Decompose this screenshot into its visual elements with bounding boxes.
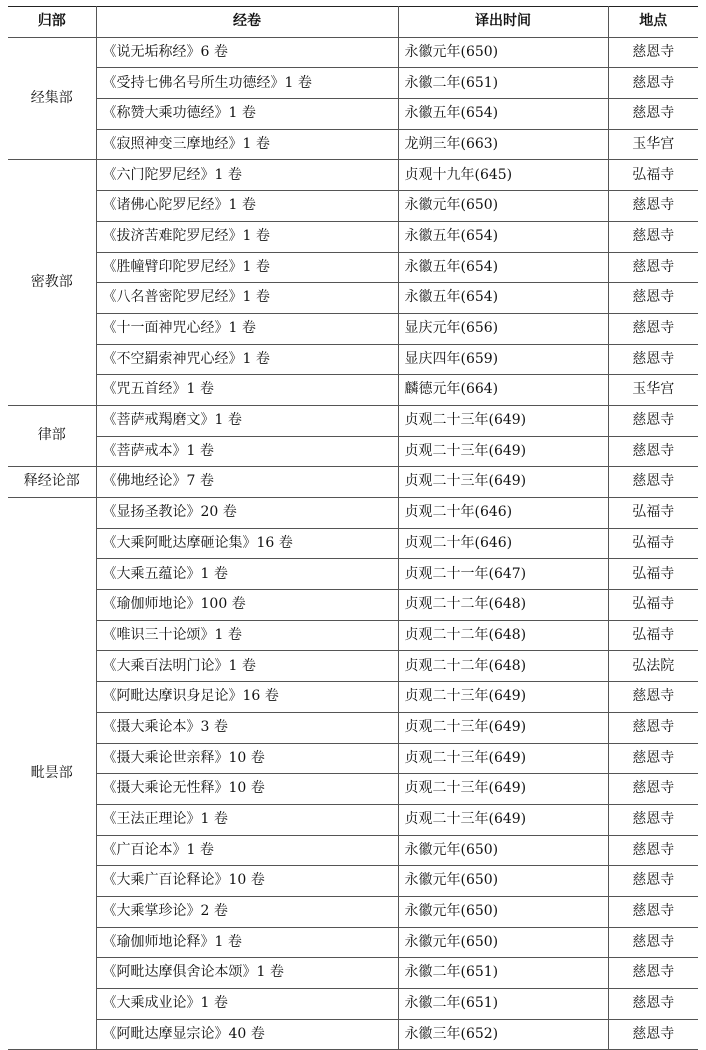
title-cell: 《大乘广百论释论》10 卷 (96, 866, 398, 897)
title-cell: 《广百论本》1 卷 (96, 835, 398, 866)
title-cell: 《称赞大乘功德经》1 卷 (96, 99, 398, 130)
table-row (8, 99, 698, 130)
place-cell: 弘法院 (608, 651, 698, 682)
time-cell: 贞观二十三年(649) (398, 467, 608, 498)
time-cell: 永徽元年(650) (398, 37, 608, 68)
table-row (8, 405, 698, 436)
title-cell: 《摄大乘论本》3 卷 (96, 712, 398, 743)
title-cell: 《胜幢臂印陀罗尼经》1 卷 (96, 252, 398, 283)
time-cell: 贞观二十三年(649) (398, 712, 608, 743)
place-cell: 慈恩寺 (608, 1019, 698, 1050)
time-cell: 永徽元年(650) (398, 896, 608, 927)
title-cell: 《唯识三十论颂》1 卷 (96, 620, 398, 651)
table-row (8, 896, 698, 927)
time-cell: 贞观二十二年(648) (398, 590, 608, 621)
title-cell: 《阿毗达摩显宗论》40 卷 (96, 1019, 398, 1050)
place-cell: 慈恩寺 (608, 682, 698, 713)
title-cell: 《说无垢称经》6 卷 (96, 37, 398, 68)
time-cell: 贞观二十年(646) (398, 498, 608, 529)
category-cell: 密教部 (8, 160, 96, 406)
place-cell: 弘福寺 (608, 559, 698, 590)
table-row (8, 958, 698, 989)
title-cell: 《大乘成业论》1 卷 (96, 989, 398, 1020)
table-row (8, 160, 698, 191)
time-cell: 贞观二十一年(647) (398, 559, 608, 590)
time-cell: 永徽元年(650) (398, 927, 608, 958)
place-cell: 慈恩寺 (608, 712, 698, 743)
time-cell: 贞观二十二年(648) (398, 620, 608, 651)
time-cell: 永徽五年(654) (398, 252, 608, 283)
place-cell: 慈恩寺 (608, 896, 698, 927)
place-cell: 弘福寺 (608, 620, 698, 651)
table-row (8, 528, 698, 559)
time-cell: 贞观十九年(645) (398, 160, 608, 191)
time-cell: 麟德元年(664) (398, 375, 608, 406)
table-row (8, 590, 698, 621)
title-cell: 《大乘百法明门论》1 卷 (96, 651, 398, 682)
table-row (8, 37, 698, 68)
place-cell: 慈恩寺 (608, 283, 698, 314)
place-cell: 弘福寺 (608, 160, 698, 191)
title-cell: 《受持七佛名号所生功德经》1 卷 (96, 68, 398, 99)
time-cell: 贞观二十三年(649) (398, 804, 608, 835)
place-cell: 慈恩寺 (608, 405, 698, 436)
place-cell: 玉华宫 (608, 375, 698, 406)
place-cell: 慈恩寺 (608, 191, 698, 222)
sutra-translation-table (8, 6, 698, 1050)
time-cell: 贞观二十二年(648) (398, 651, 608, 682)
time-cell: 贞观二十年(646) (398, 528, 608, 559)
table-row (8, 68, 698, 99)
title-cell: 《诸佛心陀罗尼经》1 卷 (96, 191, 398, 222)
place-cell: 慈恩寺 (608, 344, 698, 375)
place-cell: 弘福寺 (608, 590, 698, 621)
place-cell: 慈恩寺 (608, 866, 698, 897)
table-body (8, 37, 698, 1050)
time-cell: 贞观二十三年(649) (398, 743, 608, 774)
title-cell: 《菩萨戒羯磨文》1 卷 (96, 405, 398, 436)
title-cell: 《寂照神变三摩地经》1 卷 (96, 129, 398, 160)
place-cell: 慈恩寺 (608, 221, 698, 252)
header-time: 译出时间 (398, 7, 608, 38)
place-cell: 慈恩寺 (608, 436, 698, 467)
table-row (8, 313, 698, 344)
time-cell: 永徽元年(650) (398, 191, 608, 222)
place-cell: 慈恩寺 (608, 68, 698, 99)
title-cell: 《大乘阿毗达摩砸论集》16 卷 (96, 528, 398, 559)
category-cell: 经集部 (8, 37, 96, 160)
title-cell: 《王法正理论》1 卷 (96, 804, 398, 835)
time-cell: 永徽三年(652) (398, 1019, 608, 1050)
place-cell: 慈恩寺 (608, 313, 698, 344)
time-cell: 显庆四年(659) (398, 344, 608, 375)
table-row (8, 191, 698, 222)
time-cell: 永徽五年(654) (398, 221, 608, 252)
header-row (8, 7, 698, 38)
table-row (8, 804, 698, 835)
table-row (8, 743, 698, 774)
title-cell: 《阿毗达摩俱舍论本颂》1 卷 (96, 958, 398, 989)
table-row (8, 682, 698, 713)
title-cell: 《咒五首经》1 卷 (96, 375, 398, 406)
title-cell: 《大乘掌珍论》2 卷 (96, 896, 398, 927)
time-cell: 永徽五年(654) (398, 283, 608, 314)
time-cell: 龙朔三年(663) (398, 129, 608, 160)
place-cell: 弘福寺 (608, 498, 698, 529)
title-cell: 《瑜伽师地论》100 卷 (96, 590, 398, 621)
time-cell: 贞观二十三年(649) (398, 774, 608, 805)
table-row (8, 559, 698, 590)
title-cell: 《摄大乘论无性释》10 卷 (96, 774, 398, 805)
category-cell: 律部 (8, 405, 96, 466)
title-cell: 《显扬圣教论》20 卷 (96, 498, 398, 529)
table-row (8, 651, 698, 682)
category-cell: 释经论部 (8, 467, 96, 498)
time-cell: 贞观二十三年(649) (398, 436, 608, 467)
table-row (8, 129, 698, 160)
time-cell: 永徽二年(651) (398, 68, 608, 99)
title-cell: 《瑜伽师地论释》1 卷 (96, 927, 398, 958)
table-row (8, 283, 698, 314)
title-cell: 《六门陀罗尼经》1 卷 (96, 160, 398, 191)
table-row (8, 866, 698, 897)
place-cell: 慈恩寺 (608, 467, 698, 498)
title-cell: 《八名普密陀罗尼经》1 卷 (96, 283, 398, 314)
table-row (8, 221, 698, 252)
place-cell: 慈恩寺 (608, 37, 698, 68)
time-cell: 贞观二十三年(649) (398, 405, 608, 436)
header-category: 归部 (8, 7, 96, 38)
place-cell: 弘福寺 (608, 528, 698, 559)
table-row (8, 498, 698, 529)
category-cell: 毗昙部 (8, 498, 96, 1050)
title-cell: 《不空羂索神咒心经》1 卷 (96, 344, 398, 375)
table-row (8, 252, 698, 283)
title-cell: 《阿毗达摩识身足论》16 卷 (96, 682, 398, 713)
place-cell: 慈恩寺 (608, 743, 698, 774)
table-row (8, 344, 698, 375)
time-cell: 永徽元年(650) (398, 835, 608, 866)
table-row (8, 989, 698, 1020)
place-cell: 慈恩寺 (608, 927, 698, 958)
place-cell: 慈恩寺 (608, 99, 698, 130)
title-cell: 《菩萨戒本》1 卷 (96, 436, 398, 467)
title-cell: 《大乘五蕴论》1 卷 (96, 559, 398, 590)
time-cell: 永徽二年(651) (398, 989, 608, 1020)
place-cell: 慈恩寺 (608, 835, 698, 866)
table-row (8, 712, 698, 743)
title-cell: 《拔济苦难陀罗尼经》1 卷 (96, 221, 398, 252)
table-row (8, 927, 698, 958)
header-place: 地点 (608, 7, 698, 38)
header-title: 经卷 (96, 7, 398, 38)
time-cell: 显庆元年(656) (398, 313, 608, 344)
title-cell: 《佛地经论》7 卷 (96, 467, 398, 498)
time-cell: 永徽元年(650) (398, 866, 608, 897)
time-cell: 贞观二十三年(649) (398, 682, 608, 713)
table-row (8, 375, 698, 406)
table-row (8, 620, 698, 651)
time-cell: 永徽五年(654) (398, 99, 608, 130)
title-cell: 《摄大乘论世亲释》10 卷 (96, 743, 398, 774)
place-cell: 玉华宫 (608, 129, 698, 160)
table-row (8, 436, 698, 467)
place-cell: 慈恩寺 (608, 252, 698, 283)
place-cell: 慈恩寺 (608, 958, 698, 989)
title-cell: 《十一面神咒心经》1 卷 (96, 313, 398, 344)
place-cell: 慈恩寺 (608, 989, 698, 1020)
table-row (8, 467, 698, 498)
table-row (8, 835, 698, 866)
time-cell: 永徽二年(651) (398, 958, 608, 989)
place-cell: 慈恩寺 (608, 774, 698, 805)
table-row (8, 774, 698, 805)
table-row (8, 1019, 698, 1050)
place-cell: 慈恩寺 (608, 804, 698, 835)
